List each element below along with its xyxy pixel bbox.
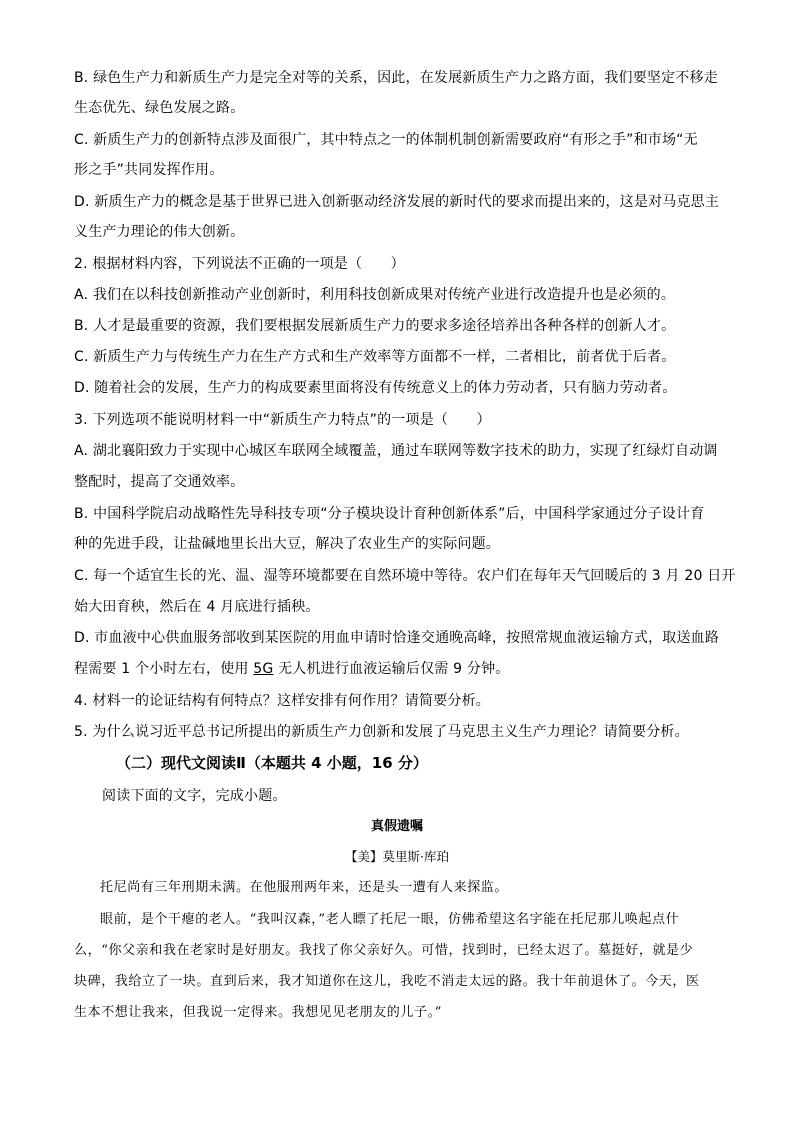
q3-d-line2-post: 无人机进行血液运输后仅需 9 分钟。 <box>273 661 510 677</box>
q2-stem: 2. 根据材料内容，下列说法不正确的一项是（ ） <box>74 256 405 272</box>
q3-option-c-line1: C. 每一个适宜生长的光、温、湿等环境都要在自然环境中等待。农户们在每年天气回暖后的 3 月 20 日开 <box>74 568 736 584</box>
story-paragraph-1: 托尼尚有三年刑期未满。在他服刑两年来，还是头一遭有人来探监。 <box>100 880 509 895</box>
q1-option-c-line1: C. 新质生产力的创新特点涉及面很广，其中特点之一的体制机制创新需要政府“有形之手”和市场“无 <box>74 132 698 148</box>
q2-option-c: C. 新质生产力与传统生产力在生产方式和生产效率等方面都不一样，二者相比，前者优于后者。 <box>74 349 676 365</box>
q1-option-c-line2: 形之手”共同发挥作用。 <box>74 162 224 178</box>
q3-d-line2-underlined: 5G <box>253 661 274 677</box>
q2-option-a: A. 我们在以科技创新推动产业创新时，利用科技创新成果对传统产业进行改造提升也是必须的。 <box>74 287 676 303</box>
story-paragraph-2-line2: 么，“你父亲和我在老家时是好朋友。我找了你父亲好久。可惜，找到时，已经太迟了。墓挺好，就是少 <box>74 943 694 958</box>
story-paragraph-2-line3: 块碑，我给立了一块。直到后来，我才知道你在这儿，我吃不消走太远的路。我十年前退休了。今天，医 <box>74 974 700 989</box>
q5: 5. 为什么说习近平总书记所提出的新质生产力创新和发展了马克思主义生产力理论？请简要分析。 <box>74 724 689 740</box>
q3-option-d-line2 <box>74 659 734 679</box>
q1-option-d-line2: 义生产力理论的伟大创新。 <box>74 224 245 240</box>
q3-option-c-line2: 始大田育秧，然后在 4 月底进行插秧。 <box>74 599 320 615</box>
q1-option-d-line1: D. 新质生产力的概念是基于世界已进入创新驱动经济发展的新时代的要求而提出来的，这是对马克思主 <box>74 194 720 210</box>
q1-option-b-line2: 生态优先、绿色发展之路。 <box>74 100 245 116</box>
q3-stem: 3. 下列选项不能说明材料一中“新质生产力特点”的一项是（ ） <box>74 412 491 428</box>
q3-option-a-line1: A. 湖北襄阳致力于实现中心城区车联网全域覆盖，通过车联网等数字技术的助力，实现了红绿灯自动调 <box>74 443 718 459</box>
q3-d-line2-pre: 程需要 1 个小时左右，使用 <box>74 661 254 677</box>
section2-instruction: 阅读下面的文字，完成小题。 <box>102 788 287 804</box>
q2-option-d: D. 随着社会的发展，生产力的构成要素里面将没有传统意义上的体力劳动者，只有脑力劳动者。 <box>74 380 677 396</box>
story-title: 真假遗嘱 <box>370 819 423 834</box>
q3-option-d-line1: D. 市血液中心供血服务部收到某医院的用血申请时恰逢交通晚高峰，按照常规血液运输方式，取送血路 <box>74 630 720 646</box>
story-paragraph-2-line1: 眼前，是个干瘪的老人。“我叫汉森，”老人瞟了托尼一眼，仿佛希望这名字能在托尼那儿唤起点什 <box>100 912 680 927</box>
q3-option-b-line2: 种的先进手段，让盐碱地里长出大豆，解决了农业生产的实际问题。 <box>74 536 500 552</box>
q1-option-b-line1: B. 绿色生产力和新质生产力是完全对等的关系，因此，在发展新质生产力之路方面，我们要坚定不移走 <box>74 70 718 86</box>
q3-option-b-line1: B. 中国科学院启动战略性先导科技专项“分子模块设计育种创新体系”后，中国科学家通过分子设计育 <box>74 506 705 522</box>
q4: 4. 材料一的论证结构有何特点？这样安排有何作用？请简要分析。 <box>74 693 491 709</box>
story-paragraph-2-line4: 生本不想让我来，但我说一定得来。我想见见老朋友的儿子。” <box>74 1005 442 1020</box>
q2-option-b: B. 人才是最重要的资源，我们要根据发展新质生产力的要求多途径培养出各种各样的创新人才。 <box>74 318 676 334</box>
q3-option-a-line2: 整配时，提高了交通效率。 <box>74 474 245 490</box>
section2-heading: （二）现代文阅读Ⅱ（本题共 4 小题，16 分） <box>116 754 428 772</box>
story-author: 【美】莫里斯·库珀 <box>345 849 449 864</box>
